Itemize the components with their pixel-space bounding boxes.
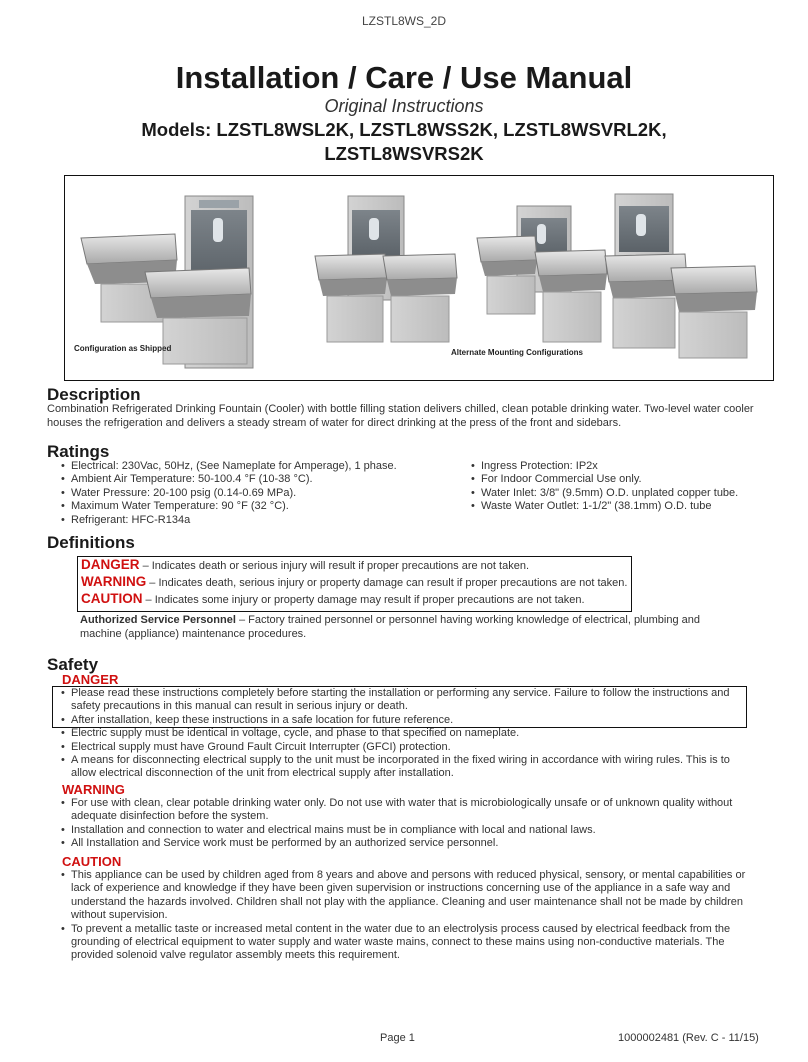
- warning-signal-word: WARNING: [81, 574, 147, 589]
- models-line-2: LZSTL8WSVRS2K: [324, 143, 484, 164]
- safety-warning-list: [47, 797, 747, 851]
- danger-signal-word: DANGER: [81, 557, 140, 572]
- safety-item: • This appliance can be used by children aged from 8 years and above and persons with reduced physical, sensory, or mental capabilities or lack of experience and knowledge if they have been given supervision or instructions concerning use of the appliance in a safe way and understand the hazards involved. Children shall not play with the appliance. Cleaning and user maintenance shall not be made by children without supervision.: [47, 869, 747, 923]
- rating-item: • For Indoor Commercial Use only.: [457, 473, 767, 486]
- authorized-service-personnel-definition: Authorized Service Personnel – Factory trained personnel or personnel having working knowledge of electrical, plumbing and machine (appliance) maintenance procedures.: [80, 614, 700, 640]
- models-line-1: Models: LZSTL8WSL2K, LZSTL8WSS2K, LZSTL8WSVRL2K,: [141, 119, 667, 140]
- product-figure: [64, 175, 774, 381]
- safety-item: • For use with clean, clear potable drinking water only. Do not use with water that is microbiologically unsafe or of unknown quality without adequate disinfection before the system.: [47, 797, 747, 824]
- unit-alternate-2: [477, 206, 607, 342]
- definitions-heading: Definitions: [47, 533, 135, 552]
- page-number: Page 1: [380, 1032, 415, 1044]
- safety-danger-list: [47, 687, 747, 781]
- safety-item: • Electric supply must be identical in voltage, cycle, and phase to that specified on nameplate.: [47, 727, 747, 740]
- description-text: Combination Refrigerated Drinking Fountain (Cooler) with bottle filling station delivers chilled, clean potable drinking water. Two-level water cooler houses the refrigeration and delivers a steady stream of water for direct drinking at the press of the front and sidebars.: [47, 403, 754, 429]
- signal-word-definitions-box: [77, 556, 632, 612]
- caution-signal-word: CAUTION: [81, 591, 143, 606]
- safety-caution-list: [47, 869, 747, 963]
- safety-item: • Installation and connection to water and electrical mains must be in compliance with local and national laws.: [47, 824, 747, 837]
- warning-definition: WARNING – Indicates death, serious injury or property damage can result if proper precautions are not taken.: [81, 574, 628, 589]
- rating-item: • Ambient Air Temperature: 50-100.4 °F (10-38 °C).: [47, 473, 457, 486]
- rating-item: • Electrical: 230Vac, 50Hz, (See Nameplate for Amperage), 1 phase.: [47, 460, 457, 473]
- ratings-list-right: [457, 460, 767, 514]
- caution-definition: CAUTION – Indicates some injury or property damage may result if proper precautions are not taken.: [81, 591, 585, 606]
- rating-item: • Refrigerant: HFC-R134a: [47, 514, 457, 527]
- safety-item: • Electrical supply must have Ground Fault Circuit Interrupter (GFCI) protection.: [47, 741, 747, 754]
- safety-item: • A means for disconnecting electrical supply to the unit must be incorporated in the fixed wiring in accordance with wiring rules. This is to allow electrical disconnection of the unit from electrical supply after installation.: [47, 754, 747, 781]
- safety-item: • After installation, keep these instructions in a safe location for future reference.: [47, 714, 747, 727]
- page-title: Installation / Care / Use Manual: [175, 60, 633, 95]
- danger-definition: DANGER – Indicates death or serious injury will result if proper precautions are not taken.: [81, 557, 529, 572]
- document-code: LZSTL8WS_2D: [361, 14, 447, 28]
- rating-item: • Maximum Water Temperature: 90 °F (32 °C).: [47, 500, 457, 513]
- safety-item: • All Installation and Service work must be performed by an authorized service personnel.: [47, 837, 747, 850]
- caption-alternate-mounting: Alternate Mounting Configurations: [451, 348, 583, 357]
- ratings-list-left: [47, 460, 457, 527]
- caption-configuration-as-shipped: Configuration as Shipped: [74, 344, 172, 353]
- page-subtitle: Original Instructions: [324, 96, 484, 116]
- rating-item: • Water Pressure: 20-100 psig (0.14-0.69 MPa).: [47, 487, 457, 500]
- ratings-heading: Ratings: [47, 442, 110, 461]
- safety-item: • To prevent a metallic taste or increased metal content in the water due to an electrolysis process caused by electrical feedback from the grounding of electrical equipment to water supply and water waste mains, connect to these mains using non-conductive materials. The provided solenoid valve regulator assembly meets this requirement.: [47, 923, 747, 963]
- asp-term: Authorized Service Personnel: [80, 614, 236, 626]
- rating-item: • Waste Water Outlet: 1-1/2" (38.1mm) O.D. tube: [457, 500, 767, 513]
- safety-caution-label: CAUTION: [62, 854, 122, 869]
- models-heading: [0, 118, 808, 166]
- safety-danger-label: DANGER: [62, 672, 119, 687]
- safety-item: • Please read these instructions completely before starting the installation or performing any service. Failure to follow the instructions and safety precautions in this manual can result in serious injury or death.: [47, 687, 747, 714]
- rating-item: • Water Inlet: 3/8" (9.5mm) O.D. unplated copper tube.: [457, 487, 767, 500]
- description-heading: Description: [47, 385, 141, 404]
- document-number: 1000002481 (Rev. C - 11/15): [618, 1032, 759, 1044]
- unit-alternate-3: [605, 194, 757, 358]
- safety-warning-label: WARNING: [62, 782, 125, 797]
- unit-shipped: [81, 196, 253, 368]
- safety-heading: Safety: [47, 655, 99, 674]
- rating-item: • Ingress Protection: IP2x: [457, 460, 767, 473]
- unit-alternate-1: [315, 196, 457, 342]
